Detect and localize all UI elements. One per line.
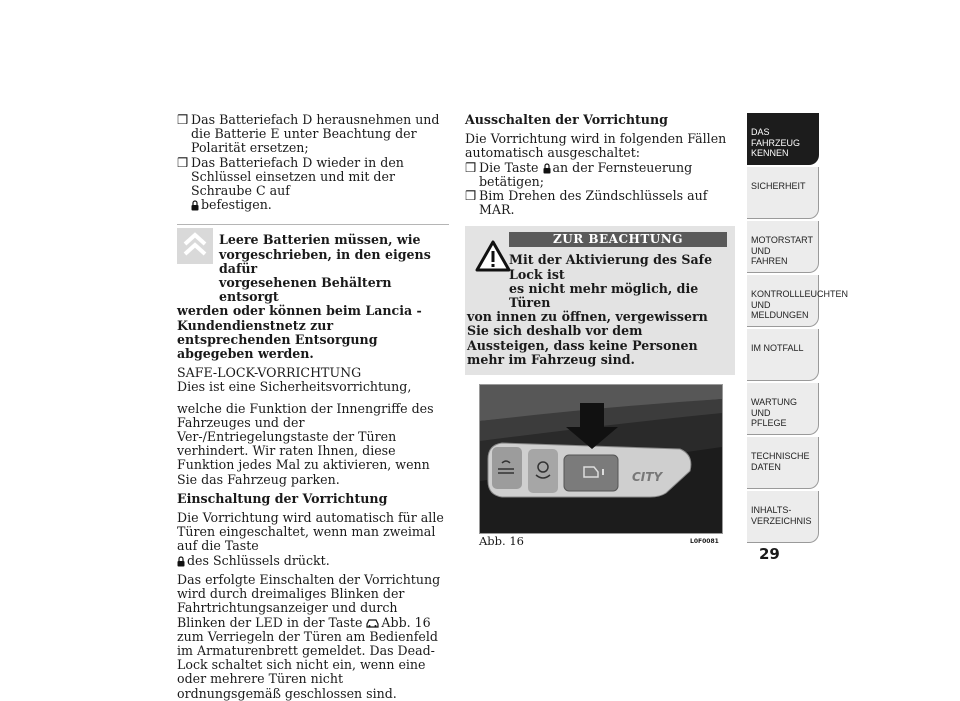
confirmation-text: Das erfolgte Einschalten der Vorrichtung wird durch dreimaliges Blinken der Fahrtrichtungsanzeiger und durch Blinken der LED in der Taste Abb. 16 zum Verriegeln der Türen am Bedienfeld im Armaturenbrett gemeldet. Das Dead-Lock schaltet sich nicht ein, wenn eine oder mehrere Türen nicht ordnungsgemäß geschlossen sind. — [177, 571, 441, 701]
key-fob-icon — [366, 617, 379, 629]
tab-motorstart-und-fahren[interactable]: MOTORSTART UND FAHREN — [747, 221, 819, 273]
city-button-label: CITY — [632, 470, 663, 484]
deactivation-step-2: ❒ Bim Drehen des Zündschlüssels auf MAR. — [465, 188, 708, 218]
deactivation-heading: Ausschalten der Vorrichtung — [465, 112, 668, 127]
battery-step-2: ❒ Das Batteriefach D wieder in den Schlüssel einsetzen und mit der Schraube C auf befestigen. — [177, 154, 404, 213]
tab-wartung-und-pflege[interactable]: WARTUNG UND PFLEGE — [747, 383, 819, 435]
tab-das-fahrzeug-kennen[interactable]: DAS FAHRZEUG KENNEN — [747, 113, 819, 165]
bullet-checkbox-icon: ❒ — [465, 159, 477, 175]
bullet-checkbox-icon: ❒ — [177, 112, 189, 127]
lock-icon — [177, 556, 185, 567]
right-column — [465, 113, 735, 375]
activation-heading: Einschaltung der Vorrichtung — [177, 490, 388, 506]
bullet-checkbox-icon: ❒ — [465, 188, 477, 204]
warning-box: ZUR BEACHTUNG Mit der Aktivierung des Safe Lock ist es nicht mehr möglich, die Türen von innen zu öffnen, vergewissern Sie sich deshalb vor dem Aussteigen, dass keine Personen mehr im Fahrzeug sind. — [465, 226, 735, 375]
safe-lock-title: SAFE-LOCK-VORRICHTUNG — [177, 365, 362, 381]
page-number: 29 — [759, 545, 780, 563]
tab-inhaltsverzeichnis[interactable]: INHALTS- VERZEICHNIS — [747, 491, 819, 543]
figure-caption: Abb. 16 — [479, 534, 524, 548]
recycling-chevron-icon — [177, 228, 213, 264]
chapter-sidebar — [747, 113, 849, 545]
safe-lock-intro: Dies ist eine Sicherheitsvorrichtung, — [177, 379, 412, 395]
warning-triangle-icon — [475, 240, 511, 272]
tab-technische-daten[interactable]: TECHNISCHE DATEN — [747, 437, 819, 489]
deactivation-step-1: ❒ Die Taste an der Fernsteuerung betätigen; — [465, 159, 693, 189]
battery-step-1: ❒ Das Batteriefach D herausnehmen und die Batterie E unter Beachtung der Polarität ersetzen; — [177, 112, 440, 156]
safe-lock-description: welche die Funktion der Innengriffe des Fahrzeuges und der Ver-/Entriegelungstaste der Türen verhindert. Wir raten Ihnen, diese Funktion jedes Mal zu aktivieren, wenn Sie das Fahrzeug parken. — [177, 400, 434, 487]
activation-text: Die Vorrichtung wird automatisch für alle Türen eingeschaltet, wenn man zweimal auf die Taste des Schlüssels drückt. — [177, 510, 444, 568]
tab-kontrollleuchten[interactable]: KONTROLLLEUCHTEN UND MELDUNGEN — [747, 275, 819, 327]
warning-header: ZUR BEACHTUNG — [509, 232, 727, 247]
figure-code: L0F0081 — [690, 538, 719, 545]
figure-dashboard-buttons — [479, 384, 723, 534]
tab-sicherheit[interactable]: SICHERHEIT — [747, 167, 819, 219]
bullet-checkbox-icon: ❒ — [177, 154, 189, 170]
divider — [177, 224, 449, 225]
lock-icon — [543, 163, 551, 174]
lock-icon — [191, 200, 199, 211]
environment-note: Leere Batterien müssen, wie vorgeschrieben, in den eigens dafür vorgesehenen Behältern entsorgt werden oder können beim Lancia -Kundendienstnetz zur entsprechenden Entsorgung abgegeben werden. — [177, 224, 449, 361]
tab-im-notfall[interactable]: IM NOTFALL — [747, 329, 819, 381]
deactivation-intro: Die Vorrichtung wird in folgenden Fällen automatisch ausgeschaltet: — [465, 131, 727, 161]
left-column — [177, 113, 449, 701]
